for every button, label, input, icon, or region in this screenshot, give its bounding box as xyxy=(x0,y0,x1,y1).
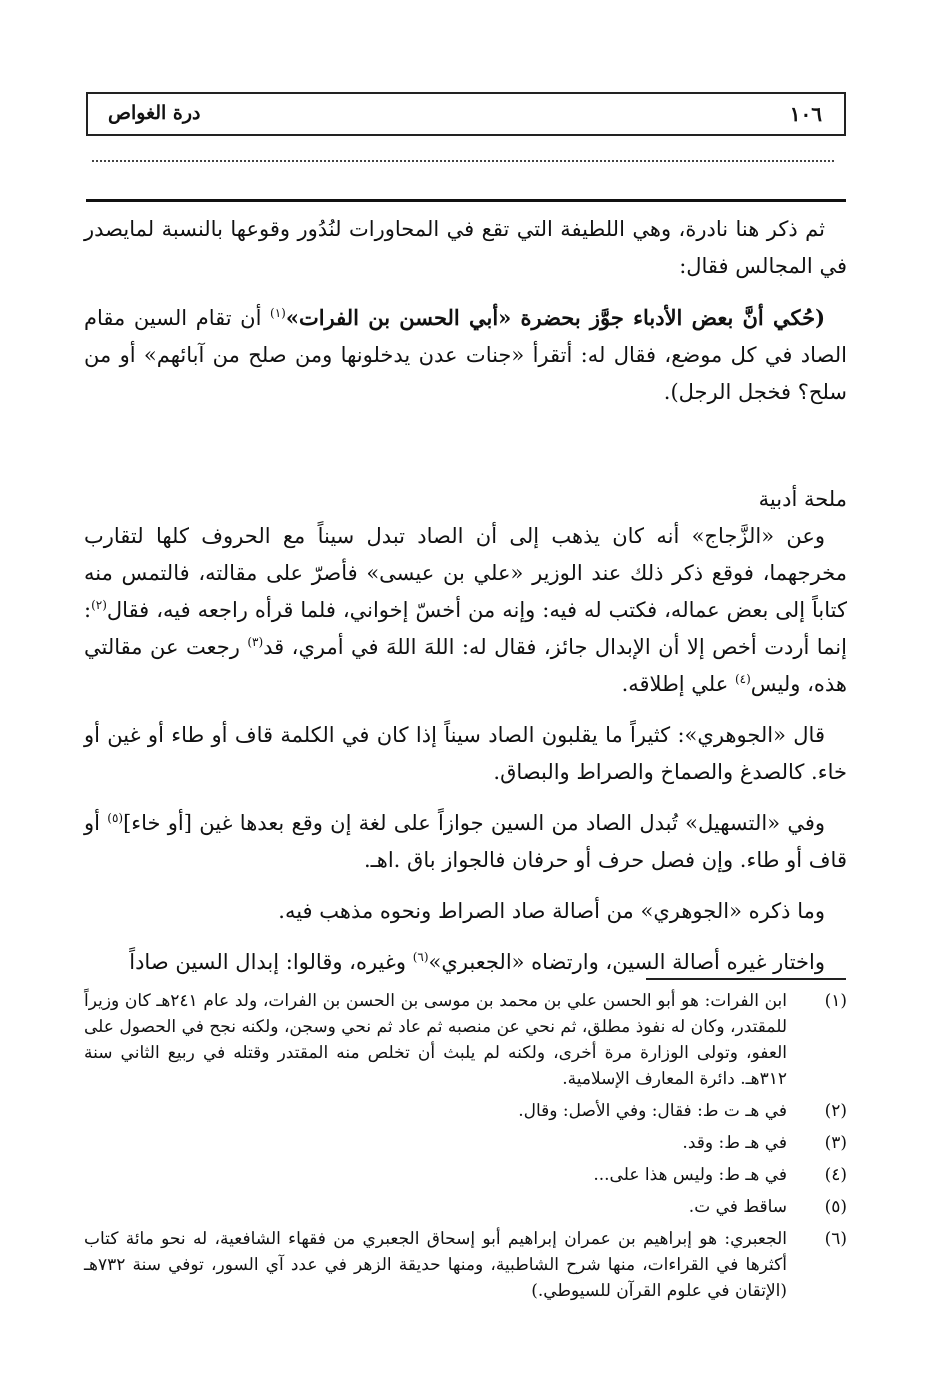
zajjaj-text-2: : إنما أردت أخص إلا أن الإبدال جائز، فقال له: اللهَ اللهَ في أمري، قد xyxy=(84,598,847,659)
footnote-ref-6: (٦) xyxy=(412,950,429,964)
page-number: ١٠٦ xyxy=(789,102,822,126)
zajjaj-text-4: علي إطلاقه. xyxy=(621,672,735,696)
tashil-paragraph xyxy=(84,805,847,879)
dotted-divider xyxy=(92,160,834,162)
jabari-text-1: واختار غيره أصالة السين، وارتضاه «الجعبري» xyxy=(428,950,825,974)
footnote-text: في هـ ط: وليس هذا على... xyxy=(593,1165,787,1185)
footnote-number: (٤) xyxy=(824,1165,847,1185)
footnote-text: في هـ ط: وقد. xyxy=(682,1133,787,1153)
jawhari-paragraph: قال «الجوهري»: كثيراً ما يقلبون الصاد سيناً إذا كان في الكلمة قاف أو طاء أو غين أو خاء. كالصدغ والصماخ والصراط والبصاق. xyxy=(84,723,847,784)
page-header xyxy=(86,92,846,136)
footnote-text: الجعبري: هو إبراهيم بن عمران إبراهيم أبو إسحاق الجعبري من فقهاء الشافعية، له نحو مائة كتاب أكثرها في القراءات، منها شرح الشاطبية، ومنها حديقة الزهر في عدد آي السور، توفي سنة ٧٣٢هـ (الإتقان في علوم القرآن للسيوطي.) xyxy=(84,1229,787,1301)
section-heading: ملحة أدبية xyxy=(758,487,847,511)
footnote xyxy=(84,1130,847,1156)
footnote-divider xyxy=(646,978,846,980)
footnote-number: (٢) xyxy=(824,1101,847,1121)
intro-paragraph: ثم ذكر هنا نادرة، وهي اللطيفة التي تقع في المحاورات لنُدُور وقوعها بالنسبة لمايصدر في المجالس فقال: xyxy=(84,217,847,278)
footnotes xyxy=(84,988,847,1310)
footnote-ref-2: (٢) xyxy=(91,598,107,612)
jabari-text-2: وغيره، وقالوا: إبدال السين صاداً xyxy=(129,950,413,974)
footnote-text: ابن الفرات: هو أبو الحسن علي بن محمد بن موسى بن الحسن بن الفرات، ولد عام ٢٤١هـ كان وزيراً للمقتدر، وكان له نفوذ مطلق، ثم نحي عن منصبه ثم عاد ثم نحي وسجن، ولكنه نجح في الحصول على العفو، وتولى الوزارة مرة أخرى، ولكنه لم يلبث أن تخلص منه المقتدر وقتله في ربيع الثاني سنة ٣١٢هـ. دائرة المعارف الإسلامية. xyxy=(84,991,787,1089)
footnote-number: (٥) xyxy=(824,1197,847,1217)
footnote xyxy=(84,1194,847,1220)
anecdote-paragraph xyxy=(84,299,847,411)
footnote-text: في هـ ت ط: فقال: وفي الأصل: وقال. xyxy=(518,1101,787,1121)
tashil-text-1: وفي «التسهيل» تُبدل الصاد من السين جوازاً على لغة إن وقع بعدها غين [أو خاء] xyxy=(123,811,826,835)
zajjaj-text-1: وعن «الزَّجاج» أنه كان يذهب إلى أن الصاد تبدل سيناً مع الحروف كلها لتقارب مخرجهما، فوقع ذكر ذلك عند الوزير «علي بن عيسى» فأصرّ على مقالته، فالتمس منه كتاباً إلى بعض عماله، فكتب له فيه: وإنه من أخسّ إخواني، فلما قرأه راجعه فيه، فقال xyxy=(84,524,847,622)
footnote xyxy=(84,1162,847,1188)
footnote-ref-4: (٤) xyxy=(734,672,751,686)
footnote-ref-5: (٥) xyxy=(107,811,124,825)
jawhari-opinion-paragraph: وما ذكره «الجوهري» من أصالة صاد الصراط ونحوه مذهب فيه. xyxy=(278,899,825,923)
footnote-number: (٦) xyxy=(824,1229,847,1249)
zajjaj-text-3: رجعت عن مقالتي هذه، وليس xyxy=(84,635,847,696)
footnote xyxy=(84,1226,847,1304)
footnote-number: (٣) xyxy=(824,1133,847,1153)
footnote xyxy=(84,988,847,1092)
zajjaj-paragraph xyxy=(84,518,847,703)
footnote xyxy=(84,1098,847,1124)
anecdote-bold: (حُكي أنَّ بعض الأدباء جوَّز بحضرة «أبي الحسن بن الفرات» xyxy=(285,305,825,330)
main-text xyxy=(84,211,847,981)
running-title: درة الغواص xyxy=(108,102,201,124)
footnote-ref-1: (١) xyxy=(270,306,286,320)
footnote-ref-3: (٣) xyxy=(247,635,264,649)
header-rule xyxy=(86,199,846,202)
jabari-paragraph xyxy=(84,944,847,981)
tashil-text-2: أو قاف أو طاء. وإن فصل حرف أو حرفان فالجواز باق .اهـ. xyxy=(84,811,847,872)
footnote-number: (١) xyxy=(824,991,847,1011)
footnote-text: ساقط في ت. xyxy=(688,1197,787,1217)
anecdote-rest: أن تقام السين مقام الصاد في كل موضع، فقال له: أتقرأ «جنات عدن يدخلونها ومن صلح من آبائهم» أو من سلح؟ فخجل الرجل). xyxy=(84,306,847,404)
